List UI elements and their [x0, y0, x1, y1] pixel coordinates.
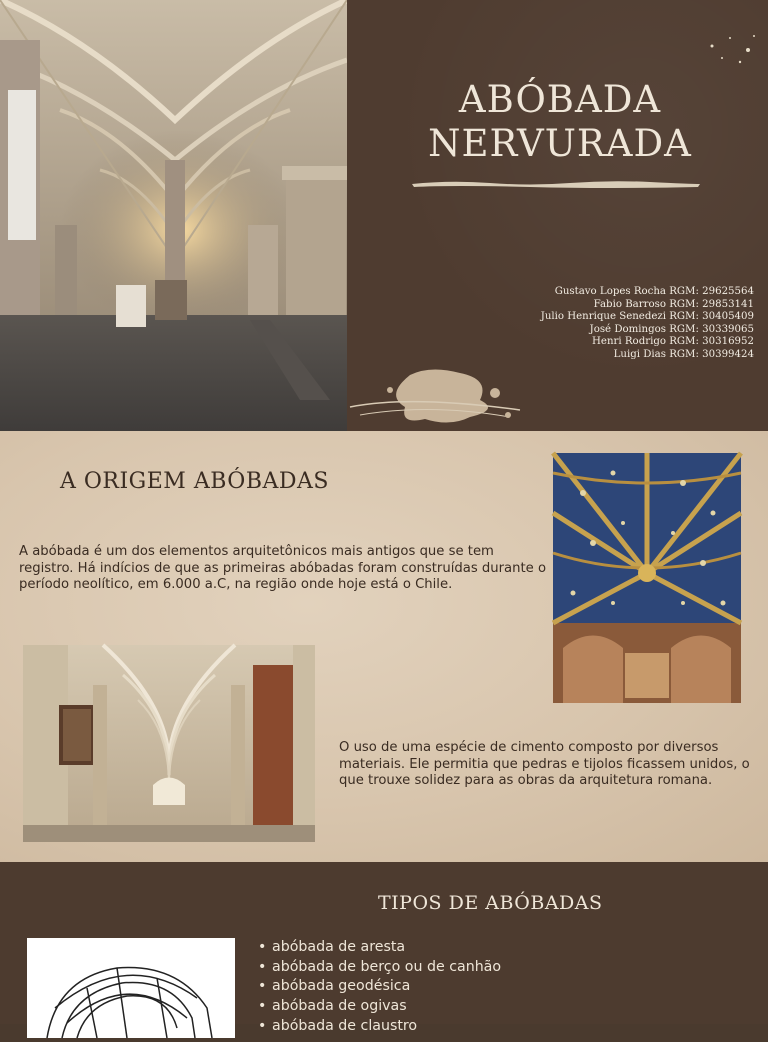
types-slide [0, 862, 768, 1034]
speckle-decoration [700, 30, 760, 70]
list-item: • abóbada de claustro [258, 1017, 501, 1037]
title-slide [0, 0, 768, 431]
title-line-2: NERVURADA [428, 122, 692, 165]
author-line: Gustavo Lopes Rocha RGM: 29625564 [554, 286, 754, 297]
origin-paragraph-2: O uso de uma espécie de cimento composto por diversos materiais. Ele permitia que pedras e tijolos ficassem unidos, o que trouxe solidez para as obras da arquitetura romana. [339, 740, 750, 788]
author-line: Luigi Dias RGM: 30399424 [613, 348, 754, 360]
cathedral-nave-photo [23, 645, 315, 842]
title-brush-underline [410, 178, 702, 190]
vault-types-list [258, 938, 501, 1037]
author-line: Henri Rodrigo RGM: 30316952 [592, 336, 754, 347]
gothic-hall-photo [0, 0, 347, 431]
rib-vault-sketch [27, 938, 235, 1038]
author-line: Julio Henrique Senedezi RGM: 30405409 [540, 311, 754, 322]
list-item: • abóbada de ogivas [258, 997, 501, 1017]
author-line: Fabio Barroso RGM: 29853141 [593, 298, 754, 310]
list-item: • abóbada de berço ou de canhão [258, 958, 501, 978]
origin-slide [0, 431, 768, 862]
presentation-title [395, 78, 725, 166]
types-heading: TIPOS DE ABÓBADAS [378, 892, 603, 914]
origin-heading: A ORIGEM ABÓBADAS [60, 469, 329, 494]
title-line-1: ABÓBADA [458, 78, 662, 121]
author-line: José Domingos RGM: 30339065 [589, 323, 754, 335]
list-item: • abóbada de aresta [258, 938, 501, 958]
list-item: • abóbada geodésica [258, 977, 501, 997]
authors-list [454, 286, 754, 361]
origin-paragraph-1: A abóbada é um dos elementos arquitetônicos mais antigos que se tem registro. Há indícios de que as primeiras abóbadas foram construídas durante o período neolítico, em 6.000 a.C, na região onde hoje está o Chile. [19, 544, 547, 592]
paint-splash-decoration [350, 355, 530, 431]
painted-vault-ceiling-photo [553, 453, 741, 703]
